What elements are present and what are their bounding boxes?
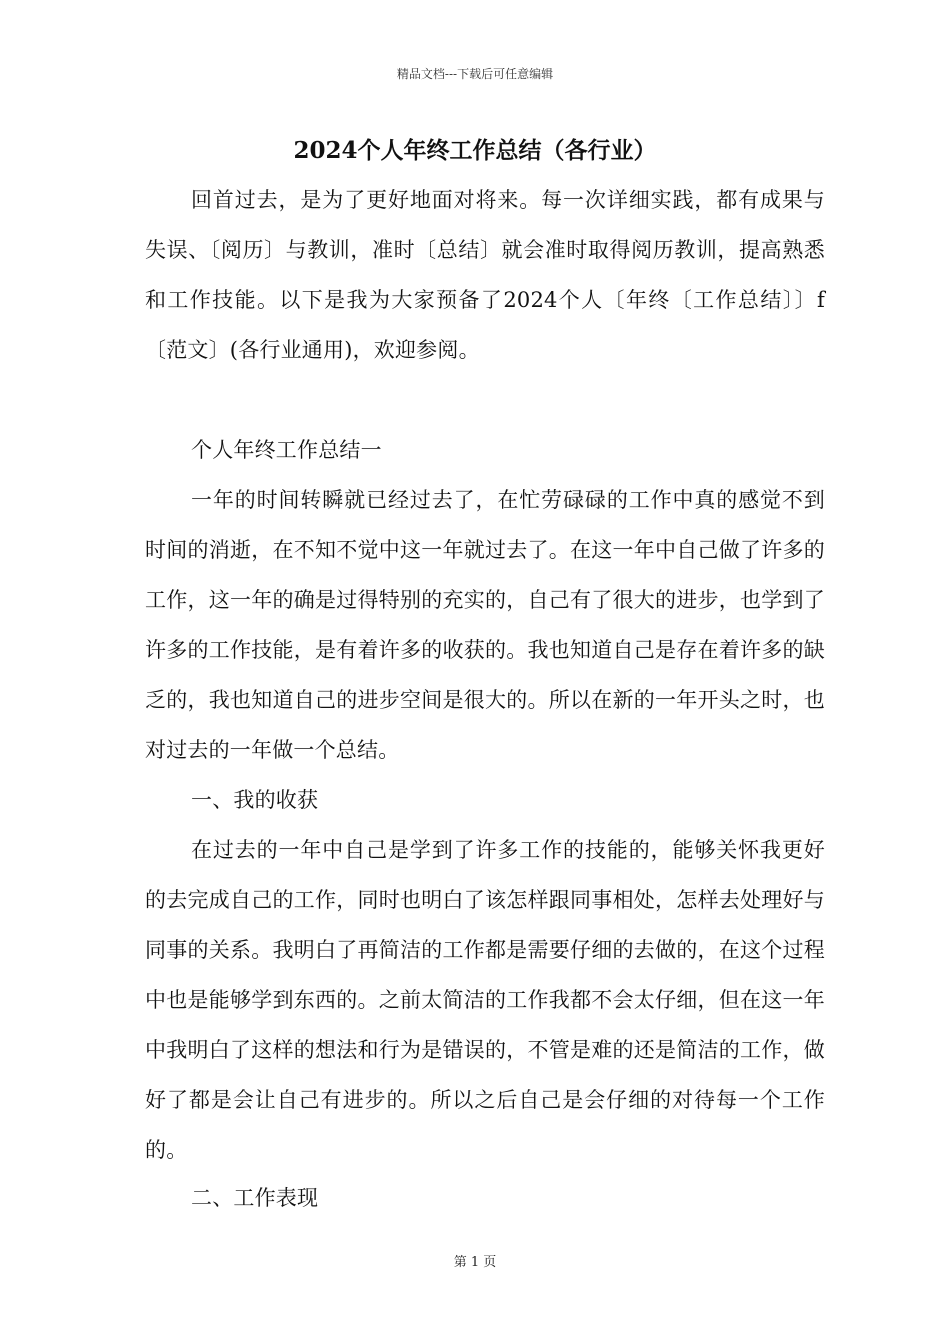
heading-work-performance: 二、工作表现 [191,1186,319,1210]
page-header: 精品文档---下载后可任意编辑 [396,67,554,81]
section-heading-summary-one: 个人年终工作总结一 [191,438,382,462]
summary-one-paragraph: 一年的时间转瞬就已经过去了，在忙劳碌碌的工作中真的感觉不到时间的消逝，在不知不觉中这一年就过去了。在这一年中自己做了许多的工作，这一年的确是过得特别的充实的，自己有了很大的进步，也学到了许多的工作技能，是有着许多的收获的。我也知道自己是存在着许多的缺乏的，我也知道自己的进步空间是很大的。所以在新的一年开头之时，也对过去的一年做一个总结。 [145,488,825,762]
page-number: 第 1 页 [453,1255,497,1270]
heading-my-gains: 一、我的收获 [191,788,319,812]
document-title: 2024个人年终工作总结（各行业） [293,137,657,164]
intro-paragraph: 回首过去，是为了更好地面对将来。每一次详细实践，都有成果与失误、〔阅历〕与教训，准时〔总结〕就会准时取得阅历教训，提高熟悉和工作技能。以下是我为大家预备了2024个人〔年终〔工作总结〕〕f〔范文〕(各行业通用)，欢迎参阅。 [145,188,825,362]
gains-paragraph: 在过去的一年中自己是学到了许多工作的技能的，能够关怀我更好的去完成自己的工作，同时也明白了该怎样跟同事相处，怎样去处理好与同事的关系。我明白了再简洁的工作都是需要仔细的去做的，在这个过程中也是能够学到东西的。之前太简洁的工作我都不会太仔细，但在这一年中我明白了这样的想法和行为是错误的，不管是难的还是简洁的工作，做好了都是会让自己有进步的。所以之后自己是会仔细的对待每一个工作的。 [145,838,825,1162]
